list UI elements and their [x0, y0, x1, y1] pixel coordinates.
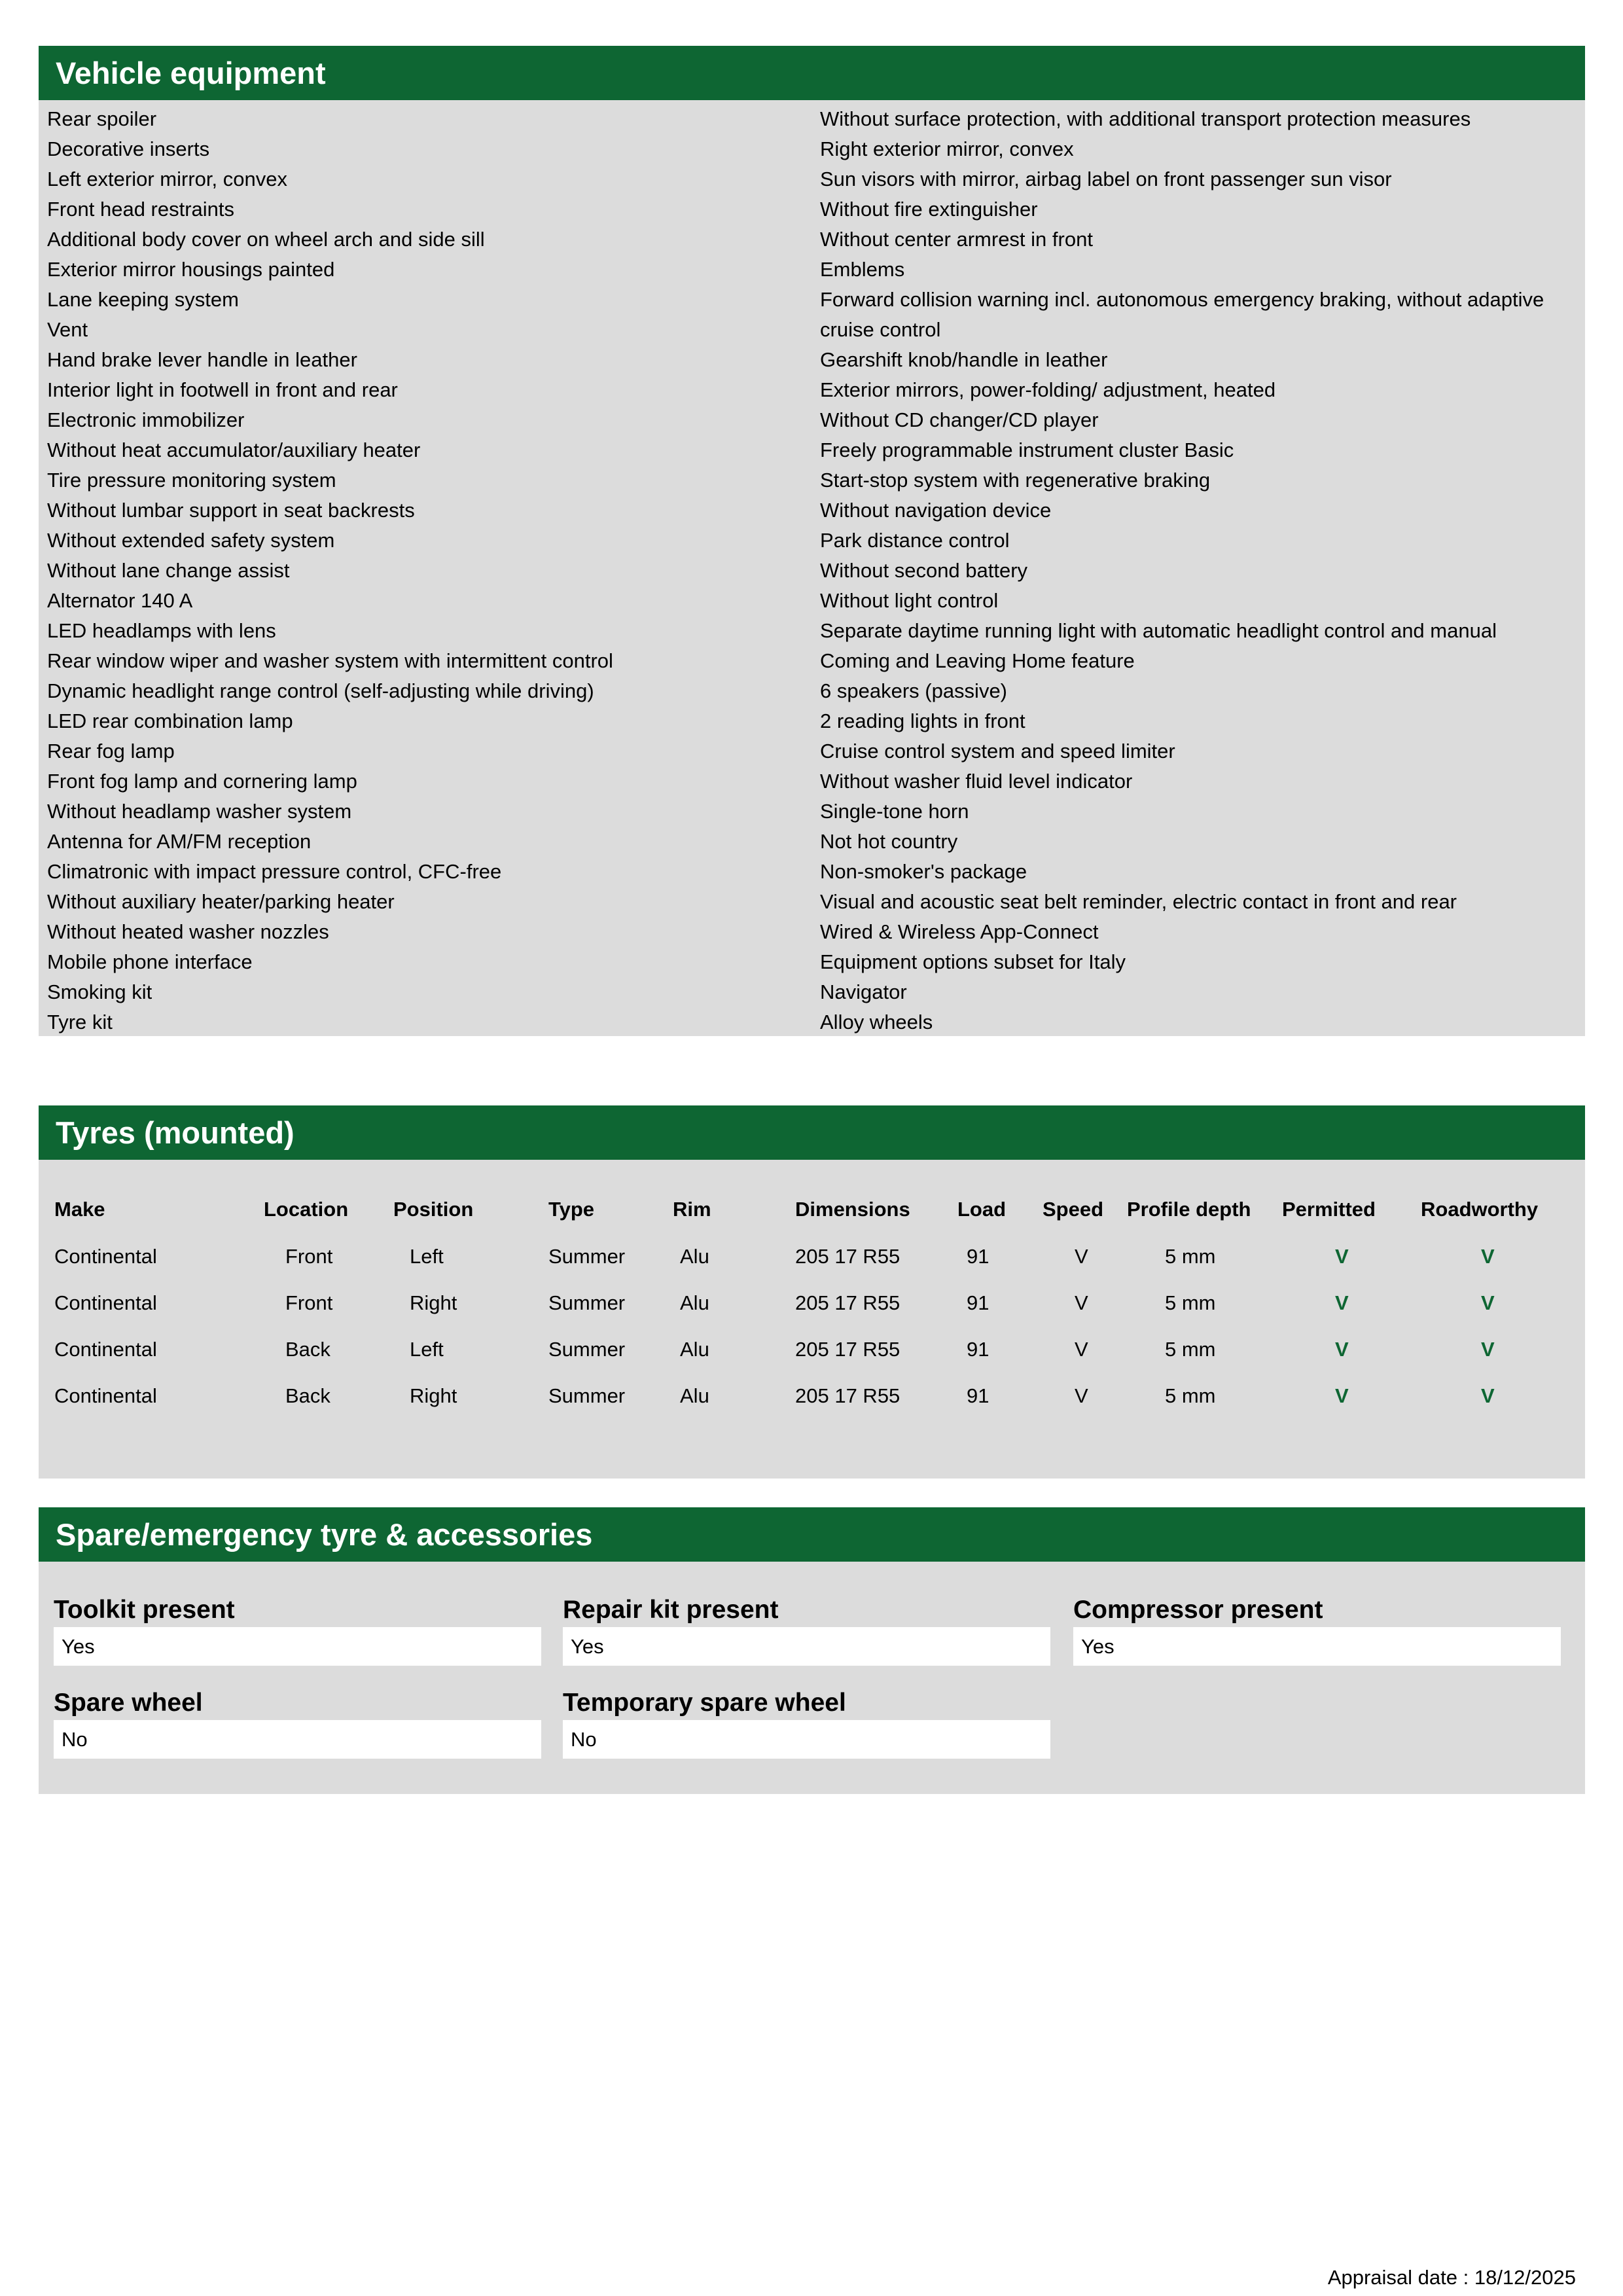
section-title: Tyres (mounted)	[39, 1105, 1585, 1160]
column-header-type: Type	[548, 1198, 595, 1221]
equipment-item: Front fog lamp and cornering lamp	[47, 770, 357, 793]
equipment-item: Gearshift knob/handle in leather	[820, 348, 1108, 371]
equipment-item: Without surface protection, with additional transport protection measures	[820, 107, 1471, 130]
equipment-item: Navigator	[820, 980, 907, 1003]
equipment-item: Single-tone horn	[820, 800, 969, 823]
cell-position: Right	[410, 1384, 457, 1407]
cell-position: Left	[410, 1338, 444, 1361]
permitted-check-icon: V	[1335, 1338, 1349, 1361]
equipment-item: Without heat accumulator/auxiliary heater	[47, 439, 421, 461]
permitted-check-icon: V	[1335, 1245, 1349, 1268]
toolkit-present-field	[54, 1596, 541, 1666]
equipment-item: Rear fog lamp	[47, 740, 175, 762]
cell-location: Front	[285, 1291, 333, 1314]
equipment-item: Rear window wiper and washer system with intermittent control	[47, 649, 613, 672]
equipment-item: Tire pressure monitoring system	[47, 469, 336, 492]
equipment-item: Park distance control	[820, 529, 1010, 552]
equipment-item: Hand brake lever handle in leather	[47, 348, 357, 371]
temporary-spare-wheel-field	[563, 1689, 1050, 1759]
field-label: Repair kit present	[563, 1596, 779, 1624]
permitted-check-icon: V	[1335, 1291, 1349, 1314]
field-value: No	[54, 1720, 541, 1759]
equipment-item: 6 speakers (passive)	[820, 679, 1008, 702]
equipment-item: Without CD changer/CD player	[820, 408, 1099, 431]
cell-speed: V	[1075, 1291, 1088, 1314]
equipment-item: Climatronic with impact pressure control, CFC-free	[47, 860, 502, 883]
compressor-present-field	[1073, 1596, 1561, 1666]
field-label: Toolkit present	[54, 1596, 235, 1624]
equipment-item: Alternator 140 A	[47, 589, 193, 612]
cell-type: Summer	[548, 1291, 626, 1314]
equipment-item: LED rear combination lamp	[47, 709, 293, 732]
field-label: Compressor present	[1073, 1596, 1323, 1624]
equipment-item: Front head restraints	[47, 198, 235, 221]
cell-rim: Alu	[680, 1291, 709, 1314]
cell-speed: V	[1075, 1245, 1088, 1268]
equipment-item: Without heated washer nozzles	[47, 920, 329, 943]
column-header-location: Location	[264, 1198, 349, 1221]
field-value: No	[563, 1720, 1050, 1759]
field-value: Yes	[1073, 1627, 1561, 1666]
cell-position: Left	[410, 1245, 444, 1268]
column-header-speed: Speed	[1043, 1198, 1104, 1221]
equipment-item: Alloy wheels	[820, 1011, 933, 1033]
column-header-profile-depth: Profile depth	[1127, 1198, 1251, 1221]
equipment-item: Tyre kit	[47, 1011, 113, 1033]
equipment-item: Rear spoiler	[47, 107, 157, 130]
equipment-item: Separate daytime running light with automatic headlight control and manual	[820, 619, 1497, 642]
equipment-item: Interior light in footwell in front and rear	[47, 378, 398, 401]
equipment-item: Sun visors with mirror, airbag label on front passenger sun visor	[820, 168, 1392, 190]
cell-position: Right	[410, 1291, 457, 1314]
equipment-item: 2 reading lights in front	[820, 709, 1026, 732]
equipment-column-left	[47, 104, 800, 1037]
cell-type: Summer	[548, 1384, 626, 1407]
equipment-item: Visual and acoustic seat belt reminder, electric contact in front and rear	[820, 890, 1457, 913]
cell-type: Summer	[548, 1245, 626, 1268]
repair-kit-present-field	[563, 1596, 1050, 1666]
cell-make: Continental	[54, 1384, 157, 1407]
cell-rim: Alu	[680, 1245, 709, 1268]
equipment-item: Left exterior mirror, convex	[47, 168, 287, 190]
permitted-check-icon: V	[1335, 1384, 1349, 1407]
cell-location: Front	[285, 1245, 333, 1268]
equipment-item: Without washer fluid level indicator	[820, 770, 1133, 793]
equipment-item: Without fire extinguisher	[820, 198, 1038, 221]
appraisal-date: Appraisal date : 18/12/2025	[1327, 2266, 1576, 2289]
cell-dimensions: 205 17 R55	[795, 1291, 901, 1314]
equipment-item: Mobile phone interface	[47, 950, 253, 973]
cell-rim: Alu	[680, 1384, 709, 1407]
cell-make: Continental	[54, 1245, 157, 1268]
column-header-permitted: Permitted	[1282, 1198, 1376, 1221]
cell-load: 91	[967, 1384, 990, 1407]
cell-type: Summer	[548, 1338, 626, 1361]
equipment-item: Electronic immobilizer	[47, 408, 245, 431]
spare-tyre-section	[39, 1507, 1585, 1794]
equipment-item: Dynamic headlight range control (self-adjusting while driving)	[47, 679, 594, 702]
cell-profile-depth: 5 mm	[1165, 1245, 1216, 1268]
spare-fields	[39, 1562, 1585, 1794]
equipment-item: LED headlamps with lens	[47, 619, 276, 642]
cell-rim: Alu	[680, 1338, 709, 1361]
section-title: Vehicle equipment	[39, 46, 1585, 100]
cell-dimensions: 205 17 R55	[795, 1338, 901, 1361]
equipment-item: Additional body cover on wheel arch and side sill	[47, 228, 485, 251]
equipment-item: Wired & Wireless App-Connect	[820, 920, 1099, 943]
equipment-item: Without auxiliary heater/parking heater	[47, 890, 395, 913]
equipment-item: Non-smoker's package	[820, 860, 1027, 883]
equipment-item: Coming and Leaving Home feature	[820, 649, 1135, 672]
column-header-dimensions: Dimensions	[795, 1198, 910, 1221]
column-header-roadworthy: Roadworthy	[1421, 1198, 1539, 1221]
equipment-item: Without navigation device	[820, 499, 1052, 522]
equipment-item: Without light control	[820, 589, 999, 612]
roadworthy-check-icon: V	[1481, 1245, 1495, 1268]
cell-location: Back	[285, 1338, 330, 1361]
spare-wheel-field	[54, 1689, 541, 1759]
cell-load: 91	[967, 1291, 990, 1314]
field-label: Temporary spare wheel	[563, 1689, 846, 1717]
equipment-item: Without second battery	[820, 559, 1028, 582]
equipment-item: Start-stop system with regenerative braking	[820, 469, 1211, 492]
cell-profile-depth: 5 mm	[1165, 1384, 1216, 1407]
cell-make: Continental	[54, 1338, 157, 1361]
field-value: Yes	[54, 1627, 541, 1666]
column-header-make: Make	[54, 1198, 105, 1221]
field-value: Yes	[563, 1627, 1050, 1666]
equipment-item: Cruise control system and speed limiter	[820, 740, 1175, 762]
field-label: Spare wheel	[54, 1689, 203, 1717]
equipment-item: Smoking kit	[47, 980, 152, 1003]
cell-profile-depth: 5 mm	[1165, 1338, 1216, 1361]
equipment-item: Right exterior mirror, convex	[820, 137, 1074, 160]
equipment-item: Decorative inserts	[47, 137, 210, 160]
cell-load: 91	[967, 1338, 990, 1361]
equipment-item: Equipment options subset for Italy	[820, 950, 1126, 973]
equipment-list	[39, 100, 1585, 1036]
equipment-item: Emblems	[820, 258, 905, 281]
column-header-position: Position	[393, 1198, 474, 1221]
equipment-item: Exterior mirrors, power-folding/ adjustment, heated	[820, 378, 1276, 401]
equipment-item: Forward collision warning incl. autonomous emergency braking, without adaptive cruise control	[820, 288, 1544, 341]
equipment-item: Not hot country	[820, 830, 958, 853]
equipment-item: Antenna for AM/FM reception	[47, 830, 312, 853]
equipment-item: Freely programmable instrument cluster Basic	[820, 439, 1234, 461]
column-header-load: Load	[957, 1198, 1007, 1221]
cell-make: Continental	[54, 1291, 157, 1314]
equipment-item: Lane keeping system	[47, 288, 239, 311]
roadworthy-check-icon: V	[1481, 1384, 1495, 1407]
cell-load: 91	[967, 1245, 990, 1268]
equipment-item: Without headlamp washer system	[47, 800, 352, 823]
equipment-item: Exterior mirror housings painted	[47, 258, 335, 281]
cell-dimensions: 205 17 R55	[795, 1245, 901, 1268]
cell-speed: V	[1075, 1338, 1088, 1361]
cell-location: Back	[285, 1384, 330, 1407]
equipment-item: Without center armrest in front	[820, 228, 1093, 251]
column-header-rim: Rim	[673, 1198, 711, 1221]
cell-profile-depth: 5 mm	[1165, 1291, 1216, 1314]
vehicle-equipment-section	[39, 46, 1585, 1036]
cell-dimensions: 205 17 R55	[795, 1384, 901, 1407]
tyres-section	[39, 1105, 1585, 1479]
equipment-column-right	[820, 104, 1573, 1037]
equipment-item: Without lumbar support in seat backrests	[47, 499, 415, 522]
equipment-item: Vent	[47, 318, 88, 341]
equipment-item: Without lane change assist	[47, 559, 290, 582]
roadworthy-check-icon: V	[1481, 1338, 1495, 1361]
tyres-table	[39, 1160, 1585, 1479]
section-title: Spare/emergency tyre & accessories	[39, 1507, 1585, 1562]
equipment-item: Without extended safety system	[47, 529, 335, 552]
cell-speed: V	[1075, 1384, 1088, 1407]
roadworthy-check-icon: V	[1481, 1291, 1495, 1314]
